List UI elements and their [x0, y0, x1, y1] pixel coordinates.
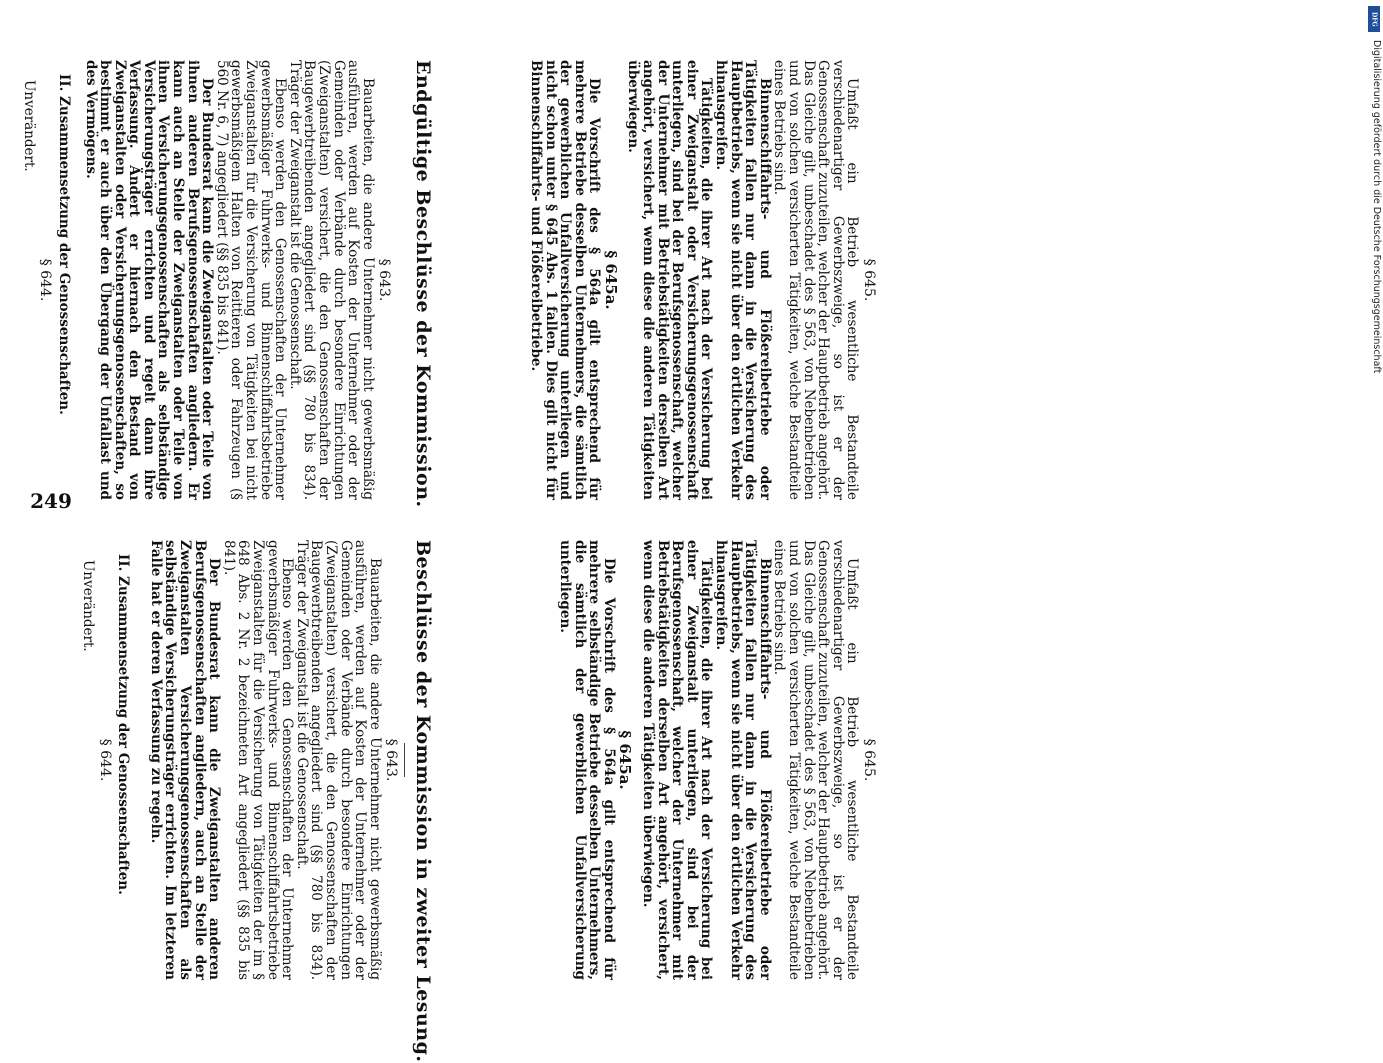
- right-part2-title: II. Zusammensetzung der Genossenschaften.: [55, 74, 72, 415]
- left-s643-p2b: Der Bundesrat kann die Zweiganstalten anderen Berufsgenossenschaften angliedern, auch an Stelle der Zweiganstalten Versicherungsgenossenschaften als selbständige Versicherungsträger errichten. Im letzteren Falle hat er deren Verfassung zu regeln.: [147, 540, 223, 980]
- left-upper-column: [80, 540, 434, 1063]
- right-s643-p2b: Der Bundesrat kann die Zweiganstalten oder Teile von ihnen anderen Berufsgenossenschaften angliedern. Er kann auch an Stelle der Zweiganstalten oder Teile von ihnen Versicherungsgenossenschaften als selbständige Versicherungsträger errichten und regelt dann ihre Verfassung. Ändert er hiernach den Bestand von Zweiganstalten oder Versicherungsgenossenschaften, so bestimmt er auch über den Übergang der Unfallast und des Vermögens.: [82, 60, 216, 500]
- right-s645-p3: Tätigkeiten, die ihrer Art nach der Versicherung bei einer Zweiganstalt oder Versicherungsgenossenschaft unterliegen, sind bei der Berufsgenossenschaft, welcher der Unternehmer mit Betriebstätigkeiten derselben Art angehört, versichert, wenn diese die anderen Tätigkeiten überwiegen.: [625, 60, 715, 500]
- right-s645-title: § 645.: [861, 258, 877, 302]
- right-header: Endgültige Beschlüsse der Kommission.: [412, 60, 434, 508]
- right-s645-p2: Binnenschiffahrts- und Flößereibetriebe oder Tätigkeiten fallen nur dann in die Versicherung des Hauptbetriebs, wenn sie nicht über den örtlichen Verkehr hinausgreifen.: [713, 60, 773, 500]
- right-s644-title: § 644.: [37, 258, 54, 302]
- left-s644-unchanged: Unverändert.: [80, 560, 97, 652]
- left-s643-p1: Bauarbeiten, die andere Unternehmer nicht gewerbsmäßig ausführen, werden auf Kosten der Unternehmer oder der Gemeinden oder Verbände durch besondere Einrichtungen (Zweiganstalten) versichert, die den Genossenschaften der Baugewerbtreibenden angegliedert sind (§§ 780 bis 834). Träger der Zweiganstalt ist die Genossenschaft.: [293, 540, 383, 980]
- right-s643-p1: Bauarbeiten, die andere Unternehmer nicht gewerbsmäßig ausführen, werden auf Kosten der Unternehmer oder der Gemeinden oder Verbände durch besondere Einrichtungen (Zweiganstalten) versichert, die den Genossenschaften der Baugewerbtreibenden angegliedert sind (§§ 780 bis 834). Träger der Zweiganstalt ist die Genossenschaft.: [286, 60, 376, 500]
- right-s643-title: § 643.: [376, 258, 393, 302]
- right-s645a-p1: Die Vorschrift des § 564a gilt entsprechend für mehrere Betriebe desselben Unternehmers, die sämtlich der gewerblichen Unfallversicherung unterliegen und nicht schon unter § 645 Abs. 1 fallen. Dies gilt nicht für Binnenschiffahrts- und Flößereibetriebe.: [527, 60, 603, 500]
- right-s644-unchanged: Unverändert.: [20, 80, 37, 172]
- left-header: Beschlüsse der Kommission in zweiter Lesung.: [412, 540, 434, 1063]
- left-s643-title: § 643.: [383, 738, 400, 782]
- digitization-note: Digitalisierung gefördert durch die Deutsche Forschungsgemeinschaft: [1371, 40, 1382, 374]
- left-s645-title: § 645.: [861, 738, 877, 782]
- left-part2-title: II. Zusammensetzung der Genossenschaften.: [115, 554, 132, 895]
- right-s645-p1: Umfaßt ein Betrieb wesentliche Bestandteile verschiedenartiger Gewerbszweige, so ist er der Genossenschaft zuzuteilen, welcher der Hauptbetrieb angehört. Das Gleiche gilt, unbeschadet des § 563, von Nebenbetrieben und von solchen versicherten Tätigkeiten, welche Bestandteile eines Betriebs sind.: [771, 60, 861, 500]
- left-s645-p1: Umfaßt ein Betrieb wesentliche Bestandteile verschiedenartiger Gewerbszweige, so ist er der Genossenschaft zuzuteilen, welcher der Hauptbetrieb angehört. Das Gleiche gilt, unbeschadet des § 563, von Nebenbetrieben und von solchen versicherten Tätigkeiten, welche Bestandteile eines Betriebs sind.: [771, 540, 861, 980]
- dfg-logo: DFG: [1368, 6, 1380, 32]
- left-s643-p2: Ebenso werden den Genossenschaften der Unternehmer gewerbsmäßiger Fuhrwerks- und Binnenschiffahrtsbetriebe Zweiganstalten für die Versicherung von Tätigkeiten der im § 648 Abs. 2 Nr. 2 bezeichneten Art angegliedert (§§ 835 bis 841).: [220, 540, 296, 980]
- right-s643-p2: Ebenso werden den Genossenschaften der Unternehmer gewerbsmäßiger Fuhrwerks- und Binnenschiffahrtsbetriebe Zweiganstalten für die Versicherung von Tätigkeiten bei nicht gewerbsmäßigem Halten von Reittieren oder Fahrzeugen (§ 560 Nr. 6, 7) angegliedert (§§ 835 bis 841).: [213, 60, 289, 500]
- left-s645-p2: Binnenschiffahrts- und Flößereibetriebe oder Tätigkeiten fallen nur dann in die Versicherung des Hauptbetriebs, wenn sie nicht über den örtlichen Verkehr hinausgreifen.: [713, 540, 773, 980]
- left-s644-title: § 644.: [96, 738, 113, 782]
- divider: [404, 743, 405, 777]
- left-s645a-p1: Die Vorschrift des § 564a gilt entsprechend für mehrere selbständige Betriebe desselben Unternehmers, die sämtlich der gewerblichen Unfallversicherung unterliegen.: [557, 540, 617, 980]
- left-lower-column: [558, 540, 880, 980]
- right-s645a-title: § 645a.: [601, 250, 620, 310]
- left-s645a-title: § 645a.: [616, 730, 635, 790]
- right-lower-column: [528, 60, 880, 500]
- page-number: 249: [30, 488, 72, 513]
- left-s645-p3: Tätigkeiten, die ihrer Art nach der Versicherung bei einer Zweiganstalt unterliegen, sind bei der Berufsgenossenschaft, welcher der Unternehmer mit Betriebstätigkeiten derselben Art angehört, versichert, wenn diese die anderen Tätigkeiten überwiegen.: [640, 540, 715, 980]
